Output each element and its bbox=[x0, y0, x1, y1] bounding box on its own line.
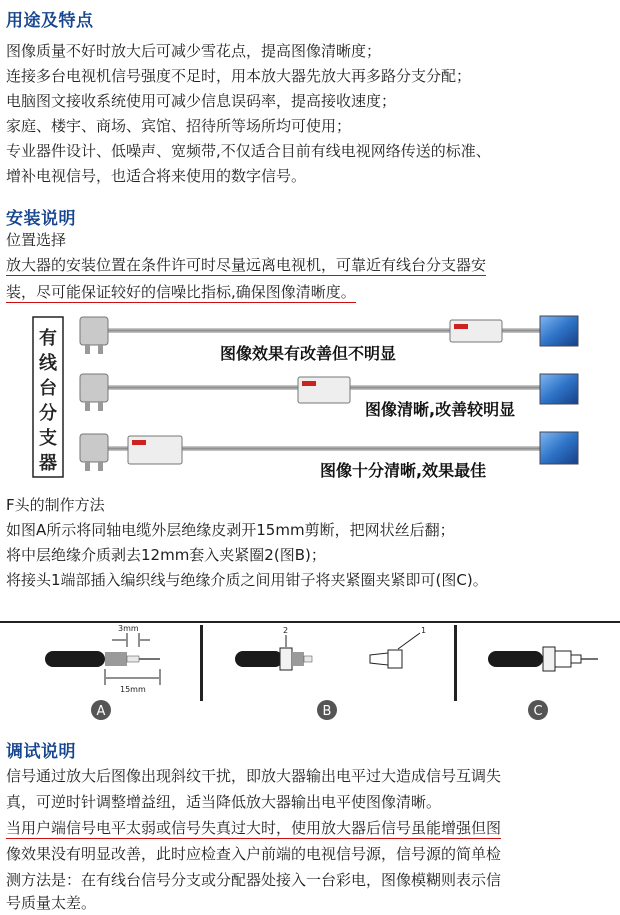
install-line bbox=[6, 281, 618, 303]
install-highlight: 装，尽可能保证较好的信噪比指标,确保图像清晰度。 bbox=[6, 283, 356, 303]
part-label-2: 2 bbox=[283, 626, 289, 635]
amplifier-device bbox=[298, 377, 350, 403]
figure-label-b: B bbox=[322, 704, 332, 719]
splitter-label-char: 有 bbox=[39, 328, 57, 349]
figure-label-a: A bbox=[96, 704, 106, 719]
placement-row-3 bbox=[80, 432, 578, 480]
splitter-label-char: 器 bbox=[39, 453, 57, 474]
debug-line: 像效果没有明显改善，此时应检查入户前端的电视信号源，信号源的简单检 bbox=[6, 845, 502, 863]
usage-line: 连接多台电视机信号强度不足时，用本放大器先放大再多路分支分配； bbox=[6, 67, 472, 85]
row-caption: 图像十分清晰,效果最佳 bbox=[320, 461, 487, 480]
dim-label-15mm: 15mm bbox=[120, 685, 146, 694]
install-highlight: 放大器的安装位置在条件许可时尽量远离电视机，可靠近有线台分支器安 bbox=[6, 256, 486, 276]
debug-highlight: 当用户端信号电平太弱或信号失真过大时，使用放大器后信号虽能增强但图 bbox=[6, 819, 501, 839]
splitter-label-char: 支 bbox=[39, 428, 57, 449]
usage-heading: 用途及特点 bbox=[6, 11, 94, 31]
placement-row-2 bbox=[80, 374, 578, 419]
tv-screen bbox=[540, 432, 578, 464]
figure-a bbox=[45, 624, 160, 720]
install-subtitle: 位置选择 bbox=[6, 231, 67, 249]
dim-label-3mm: 3mm bbox=[118, 624, 139, 633]
figure-c bbox=[488, 647, 598, 720]
row-caption: 图像清晰,改善较明显 bbox=[365, 400, 516, 419]
figure-label-c: C bbox=[533, 704, 543, 719]
splitter-label-char: 台 bbox=[39, 378, 57, 399]
splitter-device bbox=[80, 317, 108, 345]
splitter-device bbox=[80, 374, 108, 402]
usage-line: 家庭、楼宇、商场、宾馆、招待所等场所均可使用； bbox=[6, 117, 352, 135]
debug-line: 真，可逆时针调整增益纽，适当降低放大器输出电平使图像清晰。 bbox=[6, 793, 442, 811]
row-caption: 图像效果有改善但不明显 bbox=[220, 344, 397, 363]
fconnector-line: 将中层绝缘介质剥去12mm套入夹紧圈2(图B)； bbox=[6, 546, 326, 564]
splitter-label-char: 线 bbox=[39, 353, 57, 374]
fconnector-line: 如图A所示将同轴电缆外层绝缘皮剥开15mm剪断，把网状丝后翻； bbox=[6, 521, 455, 539]
install-heading: 安装说明 bbox=[6, 209, 76, 229]
fconnector-heading: F头的制作方法 bbox=[6, 496, 105, 514]
figure-b bbox=[235, 626, 426, 720]
usage-line: 增补电视信号，也适合将来使用的数字信号。 bbox=[6, 167, 307, 185]
usage-line: 图像质量不好时放大后可减少雪花点，提高图像清晰度； bbox=[6, 42, 382, 60]
tv-screen bbox=[540, 316, 578, 346]
fconnector-line: 将接头1端部插入编织线与绝缘介质之间用钳子将夹紧圈夹紧即可(图C)。 bbox=[6, 571, 488, 589]
usage-line: 专业器件设计、低噪声、宽频带,不仅适合目前有线电视网络传送的标准、 bbox=[6, 142, 491, 160]
tv-screen bbox=[540, 374, 578, 404]
debug-line bbox=[6, 817, 618, 839]
debug-line: 信号通过放大后图像出现斜纹干扰，即放大器输出电平过大造成信号互调失 bbox=[6, 767, 502, 785]
usage-line: 电脑图文接收系统使用可减少信息误码率，提高接收速度； bbox=[6, 92, 397, 110]
install-line bbox=[6, 254, 618, 276]
placement-diagram bbox=[30, 314, 620, 489]
splitter-device bbox=[80, 434, 108, 462]
debug-line: 测方法是：在有线台信号分支或分配器处接入一台彩电，图像模糊则表示信 bbox=[6, 871, 502, 889]
debug-line: 号质量太差。 bbox=[6, 894, 97, 912]
fconnector-figures bbox=[0, 603, 620, 723]
part-label-1: 1 bbox=[421, 626, 427, 635]
placement-row-1 bbox=[80, 316, 578, 363]
splitter-label-char: 分 bbox=[39, 403, 57, 424]
debug-heading: 调试说明 bbox=[6, 742, 76, 762]
amplifier-device bbox=[450, 320, 502, 342]
